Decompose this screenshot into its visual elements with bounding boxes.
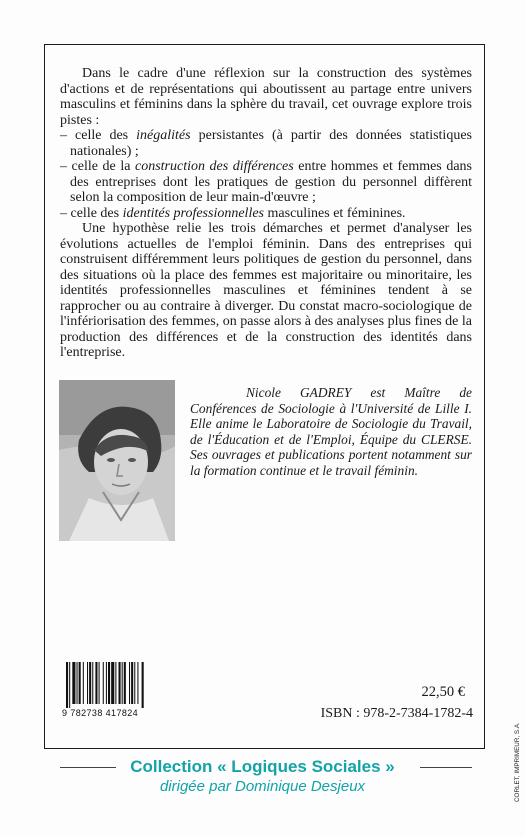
barcode-bar: [103, 662, 104, 704]
barcode-bar: [119, 662, 121, 704]
barcode-bar: [124, 662, 126, 704]
summary-hypothesis: Une hypothèse relie les trois démarches et permet d'analyser les évolutions actuelles de l'emploi féminin. Dans des entreprises qui construisent différemment leurs politiques de gestion du personnel, dans des situations où la place des femmes est majoritaire ou minoritaire, les identités professionnelles masculines et féminines tendent à se rapprocher ou au contraire à diverger. Du constat macro-sociologique de l'infériorisation des femmes, on passe alors à des analyses plus fines de la production des différences et de la construction des identités dans l'entreprise.: [60, 221, 472, 360]
summary-intro: Dans le cadre d'une réflexion sur la construction des systèmes d'actions et de représentations qui aboutissent au partage entre univers masculins et féminins dans la sphère du travail, cet ouvrage explore trois pistes :: [60, 66, 472, 128]
barcode-bar: [111, 662, 114, 704]
collection-director: dirigée par Dominique Desjeux: [159, 778, 366, 795]
barcode-bar: [106, 662, 107, 704]
barcode-bar: [142, 662, 144, 708]
research-tracks-list: [60, 128, 472, 221]
price: 22,50 €: [421, 684, 465, 700]
list-item: – celle des inégalités persistantes (à partir des données statistiques nationales) ;: [60, 128, 472, 159]
barcode-bar: [92, 662, 93, 704]
printer-credit: CORLET, IMPRIMEUR, S.A.: [514, 722, 521, 802]
barcode-bar: [108, 662, 110, 704]
barcode-bar: [69, 662, 70, 708]
barcode-bar: [129, 662, 130, 704]
list-item: – celle de la construction des différences entre hommes et femmes dans des entreprises dont les pratiques de gestion du personnel diffèrent selon la composition de leur main-d'œuvre ;: [60, 159, 472, 205]
barcode-bar: [79, 662, 81, 704]
author-photo: [59, 380, 175, 541]
collection-title: Collection « Logiques Sociales »: [130, 757, 395, 776]
isbn: ISBN : 978-2-7384-1782-4: [320, 706, 473, 721]
barcode-bar: [137, 662, 138, 704]
author-bio: Nicole GADREY est Maître de Conférences de Sociologie à l'Université de Lille I. Elle anime le Laboratoire de Sociologie du Travail, de l'Éducation et de l'Emploi, Équipe du CLERSE. Ses ouvrages et publications portent notamment sur la formation continue et le travail féminin.: [190, 385, 472, 478]
barcode-bar: [87, 662, 88, 704]
barcode-bars: [62, 662, 168, 708]
barcode-digits: 9 782738 417824: [62, 708, 139, 718]
barcode-bar: [131, 662, 133, 704]
summary-text: [60, 66, 472, 361]
barcode-bar: [134, 662, 135, 704]
barcode-bar: [89, 662, 91, 704]
barcode-bar: [115, 662, 116, 704]
barcode-bar: [72, 662, 75, 704]
barcode-bar: [66, 662, 68, 708]
list-item: – celle des identités professionnelles masculines et féminines.: [60, 205, 406, 221]
barcode: [62, 662, 168, 720]
barcode-bar: [122, 662, 123, 704]
barcode-bar: [77, 662, 78, 704]
barcode-bar: [83, 662, 84, 704]
barcode-bar: [95, 662, 97, 704]
barcode-bar: [99, 662, 100, 704]
